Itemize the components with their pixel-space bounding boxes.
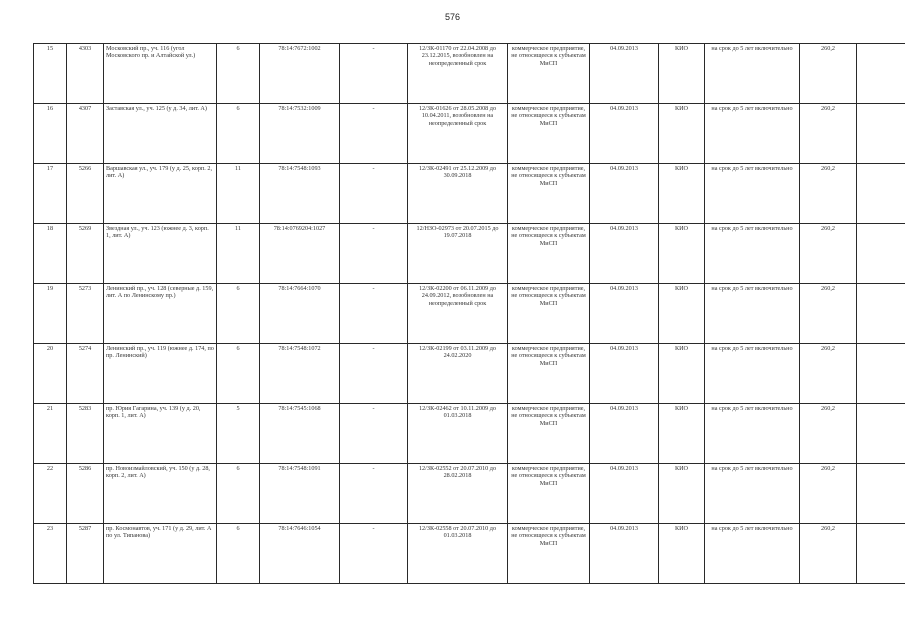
- dash-cell: -: [340, 284, 408, 344]
- term-cell: на срок до 5 лет включительно: [705, 464, 800, 524]
- row-number-cell: 23: [34, 524, 67, 584]
- table-row: [34, 524, 905, 584]
- dash-cell: -: [340, 524, 408, 584]
- cadastral-number-cell: 78:14:7548:1093: [260, 164, 340, 224]
- page-number: 576: [444, 12, 461, 22]
- contract-cell: 12/ЗК-02491 от 25.12.2009 до 30.09.2018: [408, 164, 508, 224]
- empty-cell: [857, 284, 905, 344]
- value-cell: 260,2: [800, 104, 857, 164]
- object-code-cell: 5283: [67, 404, 104, 464]
- tenant-status-cell: коммерческое предприятие, не относящееся к субъектам МиСП: [508, 344, 590, 404]
- date-cell: 04.09.2013: [590, 284, 659, 344]
- value-cell: 260,2: [800, 44, 857, 104]
- tenant-status-cell: коммерческое предприятие, не относящееся к субъектам МиСП: [508, 44, 590, 104]
- value-cell: 260,2: [800, 464, 857, 524]
- value-cell: 260,2: [800, 284, 857, 344]
- address-cell: Заставская ул., уч. 125 (у д. 34, лит. А): [104, 104, 217, 164]
- dash-cell: -: [340, 164, 408, 224]
- date-cell: 04.09.2013: [590, 44, 659, 104]
- table-row: [34, 224, 905, 284]
- district-code-cell: 5: [217, 404, 260, 464]
- empty-cell: [857, 404, 905, 464]
- address-cell: пр. Юрия Гагарина, уч. 139 (у д. 20, корп. 1, лит. А): [104, 404, 217, 464]
- address-cell: Московский пр., уч. 116 (угол Московского пр. и Алтайской ул.): [104, 44, 217, 104]
- register-table: [33, 43, 905, 584]
- empty-cell: [857, 164, 905, 224]
- dash-cell: -: [340, 224, 408, 284]
- table-row: [34, 284, 905, 344]
- organization-cell: КИО: [659, 404, 705, 464]
- district-code-cell: 11: [217, 164, 260, 224]
- row-number-cell: 22: [34, 464, 67, 524]
- organization-cell: КИО: [659, 104, 705, 164]
- table-row: [34, 44, 905, 104]
- dash-cell: -: [340, 104, 408, 164]
- term-cell: на срок до 5 лет включительно: [705, 524, 800, 584]
- date-cell: 04.09.2013: [590, 164, 659, 224]
- term-cell: на срок до 5 лет включительно: [705, 104, 800, 164]
- address-cell: пр. Космонавтов, уч. 171 (у д. 29, лит. А по ул. Типанова): [104, 524, 217, 584]
- address-cell: Ленинский пр., уч. 119 (южнее д. 174, по пр. Ленинский): [104, 344, 217, 404]
- empty-cell: [857, 224, 905, 284]
- contract-cell: 12/ЗК-02462 от 10.11.2009 до 01.03.2018: [408, 404, 508, 464]
- date-cell: 04.09.2013: [590, 464, 659, 524]
- row-number-cell: 19: [34, 284, 67, 344]
- contract-cell: 12/ЗК-02199 от 03.11.2009 до 24.02.2020: [408, 344, 508, 404]
- row-number-cell: 18: [34, 224, 67, 284]
- row-number-cell: 21: [34, 404, 67, 464]
- organization-cell: КИО: [659, 524, 705, 584]
- contract-cell: 12/НЗО-02973 от 20.07.2015 до 19.07.2018: [408, 224, 508, 284]
- date-cell: 04.09.2013: [590, 104, 659, 164]
- organization-cell: КИО: [659, 284, 705, 344]
- organization-cell: КИО: [659, 344, 705, 404]
- address-cell: Ленинский пр., уч. 128 (северные д. 159, лит. А по Ленинскому пр.): [104, 284, 217, 344]
- term-cell: на срок до 5 лет включительно: [705, 284, 800, 344]
- term-cell: на срок до 5 лет включительно: [705, 224, 800, 284]
- object-code-cell: 5286: [67, 464, 104, 524]
- tenant-status-cell: коммерческое предприятие, не относящееся к субъектам МиСП: [508, 224, 590, 284]
- object-code-cell: 4307: [67, 104, 104, 164]
- table-row: [34, 344, 905, 404]
- object-code-cell: 5287: [67, 524, 104, 584]
- organization-cell: КИО: [659, 44, 705, 104]
- cadastral-number-cell: 78:14:7548:1072: [260, 344, 340, 404]
- date-cell: 04.09.2013: [590, 224, 659, 284]
- empty-cell: [857, 104, 905, 164]
- object-code-cell: 5266: [67, 164, 104, 224]
- district-code-cell: 6: [217, 344, 260, 404]
- district-code-cell: 6: [217, 104, 260, 164]
- contract-cell: 12/ЗК-02200 от 06.11.2009 до 24.09.2012, возобновлен на неопределенный срок: [408, 284, 508, 344]
- contract-cell: 12/ЗК-02552 от 20.07.2010 до 28.02.2018: [408, 464, 508, 524]
- tenant-status-cell: коммерческое предприятие, не относящееся к субъектам МиСП: [508, 404, 590, 464]
- organization-cell: КИО: [659, 164, 705, 224]
- date-cell: 04.09.2013: [590, 344, 659, 404]
- date-cell: 04.09.2013: [590, 404, 659, 464]
- object-code-cell: 5274: [67, 344, 104, 404]
- district-code-cell: 6: [217, 524, 260, 584]
- tenant-status-cell: коммерческое предприятие, не относящееся к субъектам МиСП: [508, 284, 590, 344]
- dash-cell: -: [340, 404, 408, 464]
- cadastral-number-cell: 78:14:7664:1070: [260, 284, 340, 344]
- table-row: [34, 104, 905, 164]
- term-cell: на срок до 5 лет включительно: [705, 164, 800, 224]
- empty-cell: [857, 344, 905, 404]
- term-cell: на срок до 5 лет включительно: [705, 44, 800, 104]
- tenant-status-cell: коммерческое предприятие, не относящееся к субъектам МиСП: [508, 104, 590, 164]
- table-body: [34, 44, 905, 584]
- value-cell: 260,2: [800, 404, 857, 464]
- term-cell: на срок до 5 лет включительно: [705, 404, 800, 464]
- address-cell: пр. Новоизмайловский, уч. 150 (у д. 28, корп. 2, лит. А): [104, 464, 217, 524]
- value-cell: 260,2: [800, 524, 857, 584]
- cadastral-number-cell: 78:14:7646:1054: [260, 524, 340, 584]
- cadastral-number-cell: 78:14:7548:1091: [260, 464, 340, 524]
- value-cell: 260,2: [800, 344, 857, 404]
- cadastral-number-cell: 78:14:7545:1068: [260, 404, 340, 464]
- cadastral-number-cell: 78:14:0769204:1027: [260, 224, 340, 284]
- table-row: [34, 464, 905, 524]
- contract-cell: 12/ЗК-02558 от 20.07.2010 до 01.03.2018: [408, 524, 508, 584]
- empty-cell: [857, 524, 905, 584]
- term-cell: на срок до 5 лет включительно: [705, 344, 800, 404]
- empty-cell: [857, 464, 905, 524]
- organization-cell: КИО: [659, 464, 705, 524]
- dash-cell: -: [340, 464, 408, 524]
- dash-cell: -: [340, 44, 408, 104]
- row-number-cell: 16: [34, 104, 67, 164]
- empty-cell: [857, 44, 905, 104]
- dash-cell: -: [340, 344, 408, 404]
- address-cell: Варшавская ул., уч. 179 (у д. 25, корп. 2, лит. А): [104, 164, 217, 224]
- row-number-cell: 20: [34, 344, 67, 404]
- district-code-cell: 11: [217, 224, 260, 284]
- row-number-cell: 17: [34, 164, 67, 224]
- tenant-status-cell: коммерческое предприятие, не относящееся к субъектам МиСП: [508, 464, 590, 524]
- table-row: [34, 164, 905, 224]
- row-number-cell: 15: [34, 44, 67, 104]
- object-code-cell: 4303: [67, 44, 104, 104]
- value-cell: 260,2: [800, 224, 857, 284]
- date-cell: 04.09.2013: [590, 524, 659, 584]
- cadastral-number-cell: 78:14:7532:1009: [260, 104, 340, 164]
- address-cell: Звездная ул., уч. 123 (южнее д. 3, корп. 1, лит. А): [104, 224, 217, 284]
- cadastral-number-cell: 78:14:7672:1002: [260, 44, 340, 104]
- contract-cell: 12/ЗК-01170 от 22.04.2008 до 23.12.2015, возобновлен на неопределенный срок: [408, 44, 508, 104]
- district-code-cell: 6: [217, 44, 260, 104]
- tenant-status-cell: коммерческое предприятие, не относящееся к субъектам МиСП: [508, 164, 590, 224]
- table-row: [34, 404, 905, 464]
- object-code-cell: 5273: [67, 284, 104, 344]
- tenant-status-cell: коммерческое предприятие, не относящееся к субъектам МиСП: [508, 524, 590, 584]
- organization-cell: КИО: [659, 224, 705, 284]
- value-cell: 260,2: [800, 164, 857, 224]
- object-code-cell: 5269: [67, 224, 104, 284]
- district-code-cell: 6: [217, 464, 260, 524]
- contract-cell: 12/ЗК-01626 от 28.05.2008 до 10.04.2011, возобновлен на неопределенный срок: [408, 104, 508, 164]
- district-code-cell: 6: [217, 284, 260, 344]
